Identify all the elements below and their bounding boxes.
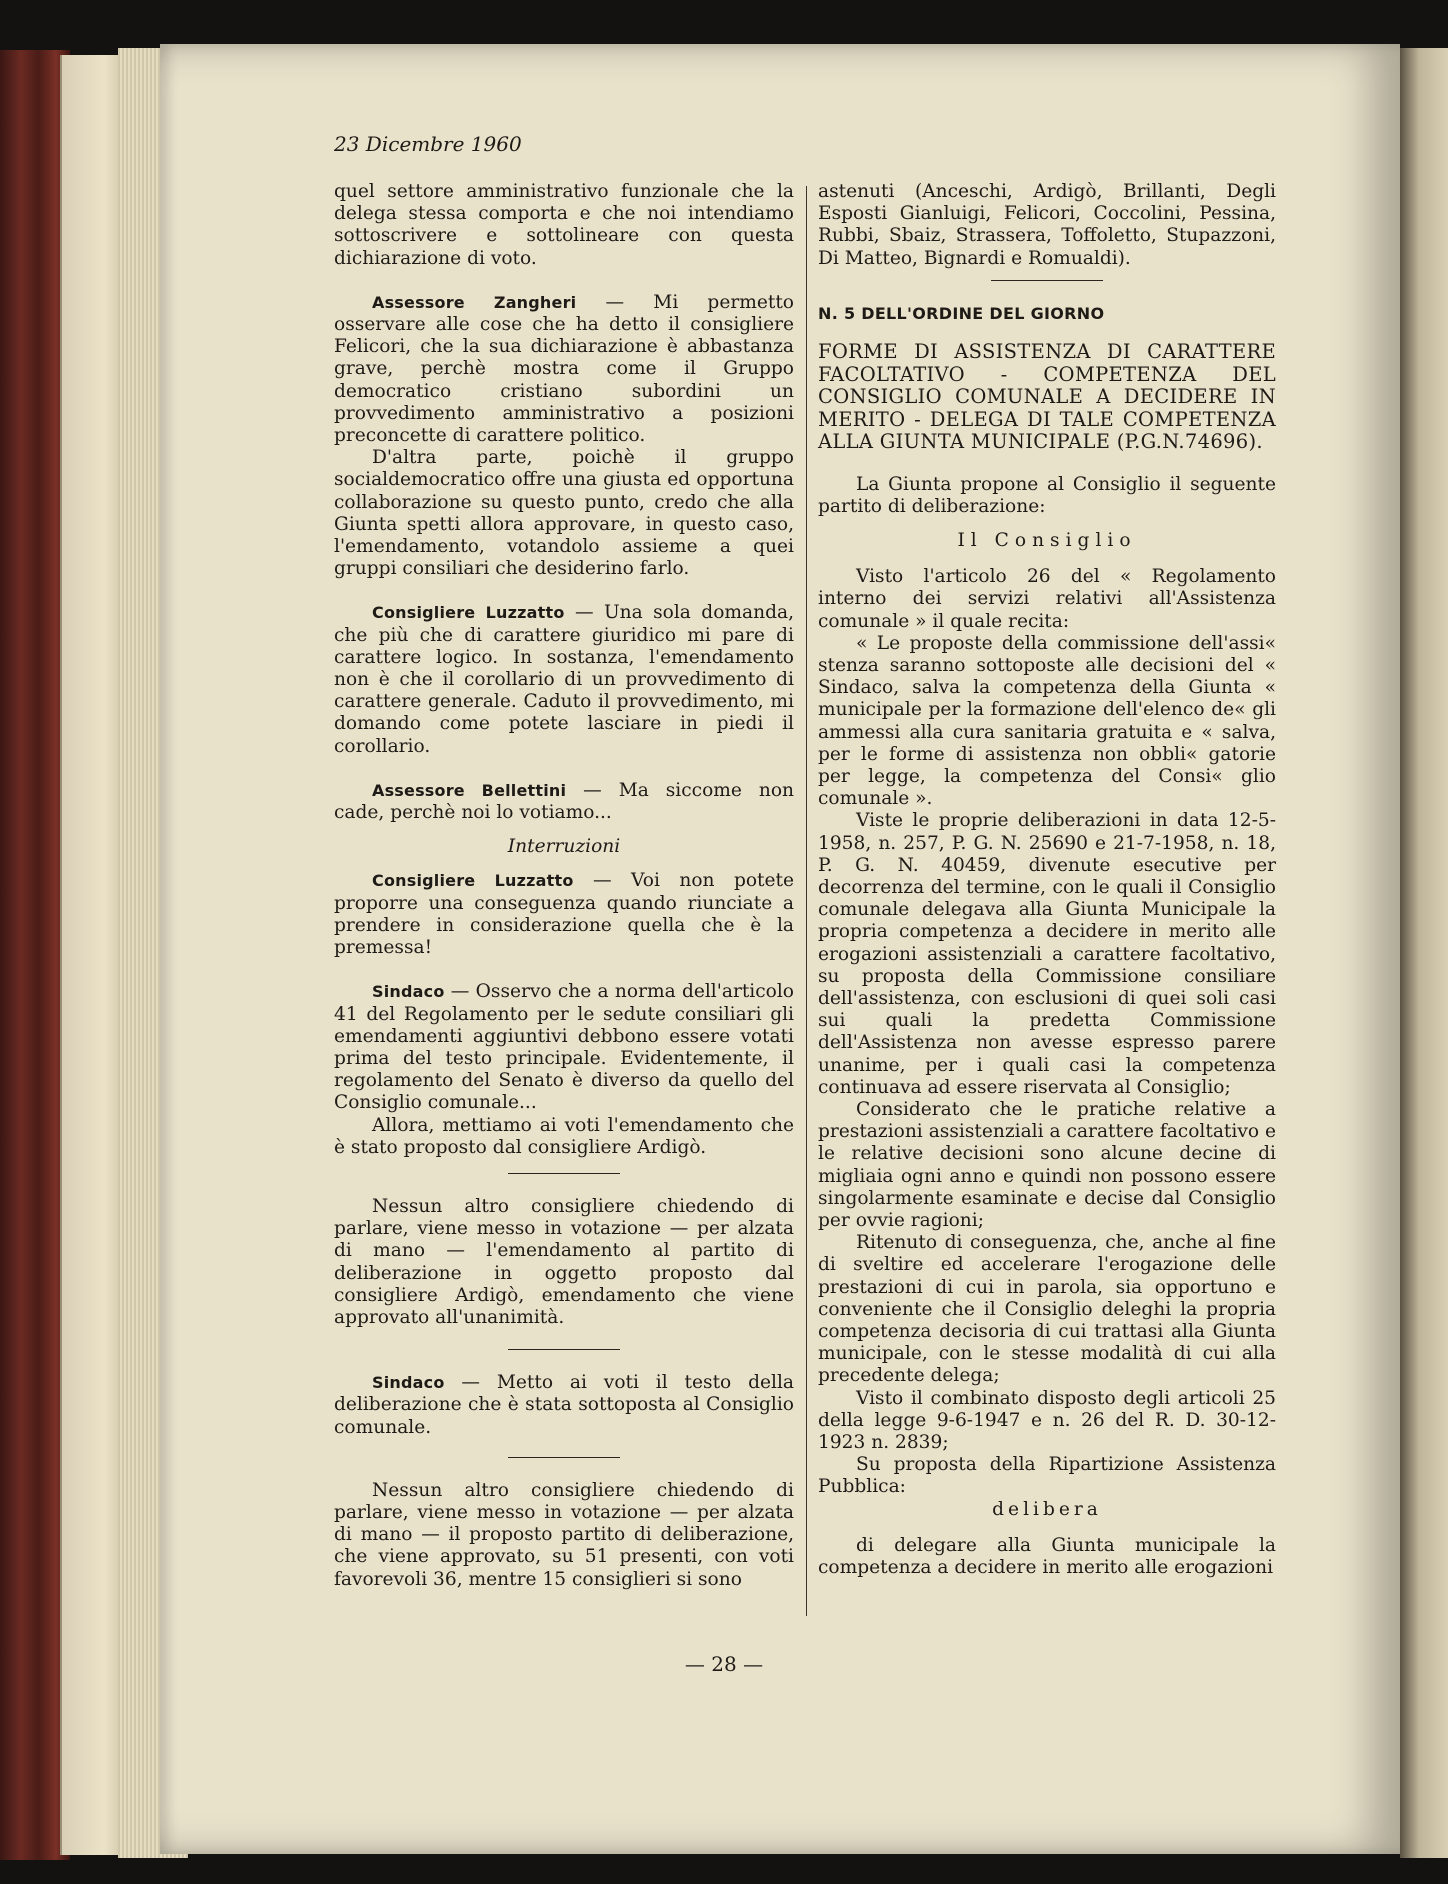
speech-text: — Voi non potete proporre una conseguenza quando riunciate a prendere in considerazione quella che è la premessa!: [334, 870, 795, 959]
page-number: — 28 —: [684, 1652, 764, 1676]
right-column: [818, 181, 1276, 1579]
speech-text: — Mi permetto osservare alle cose che ha detto il consigliere Felicori, che la sua dichiarazione è abbastanza grave, perchè mostra come il Gruppo democratico cristiano subordini un provvedimento amministrativo a posizioni preconcette di carattere politico.: [334, 291, 794, 447]
speech-text: — Ma siccome non cade, perchè noi lo votiamo...: [334, 779, 795, 824]
speech-text: — Osservo che a norma dell'articolo 41 del Regolamento per le sedute consiliari gli emendamenti aggiuntivi debbono essere votati prima del testo principale. Evidentemente, il regolamento del Senato è diverso da quello del Consiglio comunale...: [334, 981, 794, 1114]
paragraph: Su proposta della Ripartizione Assistenza Pubblica:: [818, 1454, 1276, 1498]
separator-rule: [991, 280, 1103, 281]
separator-rule: [508, 1173, 620, 1174]
paragraph: Allora, mettiamo ai voti l'emendamento che è stato proposto dal consigliere Ardigò.: [334, 1114, 794, 1158]
paragraph: Considerato che le pratiche relative a prestazioni assistenziali a carattere facoltativo e le relative decisioni sono alcune decine di migliaia ogni anno e quindi non possono essere singolarmente esaminate e decise dal Consiglio per ovvie ragioni;: [818, 1099, 1276, 1232]
speech: [334, 292, 794, 447]
paragraph: La Giunta propone al Consiglio il seguente partito di deliberazione:: [818, 473, 1276, 517]
page-date: 23 Dicembre 1960: [334, 132, 522, 156]
interruzioni-label: Interruzioni: [507, 836, 621, 858]
next-page-edge: [1400, 48, 1448, 1858]
speech-text: — Una sola domanda, che più che di carattere giuridico mi pare di carattere logico. In sostanza, l'emendamento non è che il corollario di un provvedimento di carattere generale. Caduto il provvedimento, mi domando come potete lasciare in piedi il corollario.: [334, 602, 794, 757]
section-heading: N. 5 DELL'ORDINE DEL GIORNO: [818, 303, 1105, 323]
speech-text: — Metto ai voti il testo della deliberazione che è stata sottoposta al Consiglio comunale.: [334, 1372, 794, 1438]
speech: [334, 780, 794, 824]
paragraph: Visto il combinato disposto degli articoli 25 della legge 9-6-1947 e n. 26 del R. D. 30-12-1923 n. 2839;: [818, 1387, 1276, 1454]
consiglio-heading: Il Consiglio: [957, 529, 1137, 551]
speaker-name: Sindaco: [372, 1373, 445, 1393]
paragraph: D'altra parte, poichè il gruppo socialdemocratico offre una giusta ed opportuna collaborazione su questo punto, credo che alla Giunta spetti allora approvare, in questo caso, l'emendamento, votandolo assieme a quei gruppi consiliari che desiderino farlo.: [334, 447, 794, 580]
paragraph: Ritenuto di conseguenza, che, anche al fine di sveltire ed accelerare l'erogazione delle prestazioni di cui in parola, sia opportuno e conveniente che il Consiglio deleghi la propria competenza decisoria di cui trattasi alla Giunta municipale, con le stesse modalità di cui alla precedente delega;: [818, 1232, 1276, 1387]
paragraph: Nessun altro consigliere chiedendo di parlare, viene messo in votazione — per alzata di mano — l'emendamento al partito di deliberazione in oggetto proposto dal consigliere Ardigò, emendamento che viene approvato all'unanimità.: [334, 1195, 794, 1328]
left-column: [334, 181, 794, 1591]
paragraph: astenuti (Anceschi, Ardigò, Brillanti, Degli Esposti Gianluigi, Felicori, Coccolini, Pessina, Rubbi, Sbaiz, Strassera, Toffoletto, Stupazzoni, Di Matteo, Bignardi e Romualdi).: [818, 181, 1276, 269]
speaker-name: Consigliere Luzzatto: [372, 871, 574, 891]
speech: [334, 602, 794, 757]
speaker-name: Consigliere Luzzatto: [372, 603, 565, 623]
quoted-regulation: « Le proposte della commissione dell'assi« stenza saranno sottoposte alle decisioni del « Sindaco, salva la competenza della Giunta « municipale per la formazione dell'elenco de« gli ammessi alla cura sanitaria gratuita e « salva, per le forme di assistenza non obbli« gatorie per legge, la competenza del Consi« glio comunale ».: [818, 632, 1276, 810]
speech: [334, 981, 794, 1114]
separator-rule: [508, 1349, 620, 1350]
speech: [334, 870, 794, 959]
delibera-heading: delibera: [992, 1498, 1102, 1520]
paragraph: Nessun altro consigliere chiedendo di parlare, viene messo in votazione — per alzata di mano — il proposto partito di deliberazione, che viene approvato, su 51 presenti, con voti favorevoli 36, mentre 15 consiglieri si sono: [334, 1479, 794, 1590]
speech: [334, 1372, 794, 1439]
separator-rule: [508, 1457, 620, 1458]
speaker-name: Assessore Bellettini: [372, 780, 567, 800]
paragraph: di delegare alla Giunta municipale la competenza a decidere in merito alle erogazioni: [818, 1534, 1276, 1579]
speaker-name: Assessore Zangheri: [372, 292, 577, 312]
column-divider: [806, 186, 807, 1616]
paragraph: Visto l'articolo 26 del « Regolamento interno dei servizi relativi all'Assistenza comunale » il quale recita:: [818, 566, 1276, 632]
speaker-name: Sindaco: [372, 982, 445, 1002]
item-title: FORME DI ASSISTENZA DI CARATTERE FACOLTATIVO - COMPETENZA DEL CONSIGLIO COMUNALE A DECIDERE IN MERITO - DELEGA DI TALE COMPETENZA ALLA GIUNTA MUNICIPALE (P.G.N.74696).: [818, 340, 1276, 454]
paragraph: Viste le proprie deliberazioni in data 12-5-1958, n. 257, P. G. N. 25690 e 21-7-1958, n. 18, P. G. N. 40459, divenute esecutive per decorrenza del termine, con le quali il Consiglio comunale delegava alla Giunta Municipale la propria competenza a decidere in merito alle erogazioni assistenziali a carattere facoltativo, su proposta della Commissione consiliare dell'assistenza, con esclusioni di quei soli casi sui quali la predetta Commissione dell'Assistenza non avesse espresso parere unanime, per i quali casi la competenza continuava ad essere riservata al Consiglio;: [818, 810, 1276, 1098]
paragraph: quel settore amministrativo funzionale che la delega stessa comporta e che noi intendiamo sottoscrivere e sottolineare con questa dichiarazione di voto.: [334, 181, 794, 269]
